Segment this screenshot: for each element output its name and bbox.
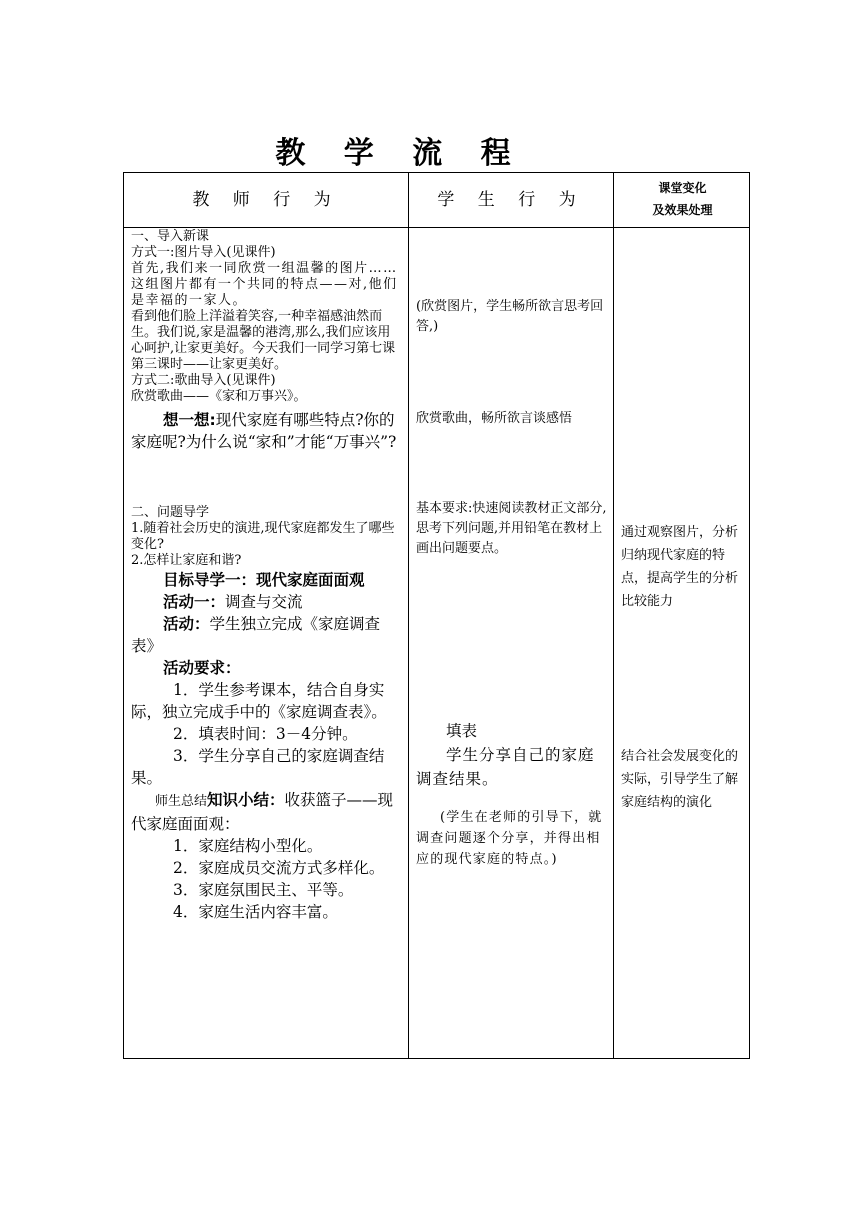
section1-title: 一、导入新课 — [131, 229, 210, 244]
intro-method2: 方式二:歌曲导入(见课件) — [131, 373, 276, 388]
effect-analysis-note: 通过观察图片，分析归纳现代家庭的特点，提高学生的分析比较能力 — [621, 525, 739, 609]
think-question — [131, 409, 403, 453]
header-divider — [124, 227, 749, 228]
header-student-behavior: 学 生 行 为 — [437, 190, 585, 210]
summary — [131, 789, 403, 835]
intro-paragraph1: 首先,我们来一同欣赏一组温馨的图片……这组图片都有一个共同的特点——对,他们是幸福的一家人。 — [131, 261, 398, 308]
summary-text: 收获篮子——现代家庭面面观： — [131, 791, 394, 833]
activity-one-text: 调查与交流 — [225, 593, 303, 611]
section2-title: 二、问题导学 — [131, 505, 210, 520]
summary-item-2: 2．家庭成员交流方式多样化。 — [173, 859, 385, 877]
student-reading-requirement: 基本要求:快速阅读教材正文部分,思考下列问题,并用铅笔在教材上画出问题要点。 — [416, 501, 607, 556]
header-effect-line1: 课堂变化 — [658, 181, 707, 195]
header-teacher-behavior: 教 师 行 为 — [192, 190, 340, 210]
activity-one — [131, 591, 403, 613]
think-text: 现代家庭有哪些特点?你的家庭呢?为什么说“家和”才能“万事兴”? — [131, 411, 397, 451]
intro-method1: 方式一:图片导入(见课件) — [131, 245, 276, 260]
intro-song: 欣赏歌曲——《家和万事兴》。 — [131, 389, 307, 404]
header-class-effect — [614, 177, 751, 221]
activity — [131, 613, 403, 657]
summary-label: 知识小结： — [207, 791, 285, 809]
requirement-2: 2．填表时间：3－4分钟。 — [173, 725, 358, 743]
effect-structure-note: 结合社会发展变化的实际，引导学生了解家庭结构的演化 — [621, 749, 739, 810]
teacher-column — [131, 229, 403, 923]
teaching-process-table — [123, 172, 750, 1059]
student-fill-form: 填表 — [446, 722, 478, 740]
activity-text: 学生独立完成《家庭调查表》 — [131, 615, 381, 655]
goal-heading: 目标导学一：现代家庭面面观 — [163, 571, 365, 589]
student-discussion: (学生在老师的引导下，就调查问题逐个分享，并得出相应的现代家庭的特点。) — [416, 810, 603, 867]
student-song-response: 欣赏歌曲，畅所欲言谈感悟 — [416, 411, 573, 426]
activity-label: 活动： — [163, 615, 210, 633]
column-divider — [613, 173, 614, 1058]
header-effect-line2: 及效果处理 — [652, 203, 713, 217]
page-title: 教 学 流 程 — [275, 136, 525, 171]
requirements-heading: 活动要求： — [163, 659, 241, 677]
summary-prefix: 师生总结 — [155, 794, 208, 809]
summary-item-4: 4．家庭生活内容丰富。 — [173, 903, 338, 921]
student-share-results: 学生分享自己的家庭调查结果。 — [416, 746, 595, 788]
activity-one-label: 活动一： — [163, 593, 226, 611]
intro-paragraph2: 看到他们脸上洋溢着笑容,一种幸福感油然而生。我们说,家是温馨的港湾,那么,我们应该用心呵护,让家更美好。今天我们一同学习第七课第三课时——让家更美好。 — [131, 309, 396, 372]
column-divider — [408, 173, 409, 1058]
think-label: 想一想: — [163, 411, 216, 429]
summary-item-1: 1．家庭结构小型化。 — [173, 837, 323, 855]
question-2: 2.怎样让家庭和谐? — [131, 553, 242, 568]
requirement-3: 3．学生分享自己的家庭调查结果。 — [131, 747, 385, 787]
requirement-1: 1．学生参考课本，结合自身实际，独立完成手中的《家庭调查表》。 — [131, 681, 387, 721]
question-1: 1.随着社会历史的演进,现代家庭都发生了哪些变化? — [131, 521, 395, 552]
student-picture-response: (欣赏图片，学生畅所欲言思考回答,) — [416, 299, 604, 334]
summary-item-3: 3．家庭氛围民主、平等。 — [173, 881, 354, 899]
